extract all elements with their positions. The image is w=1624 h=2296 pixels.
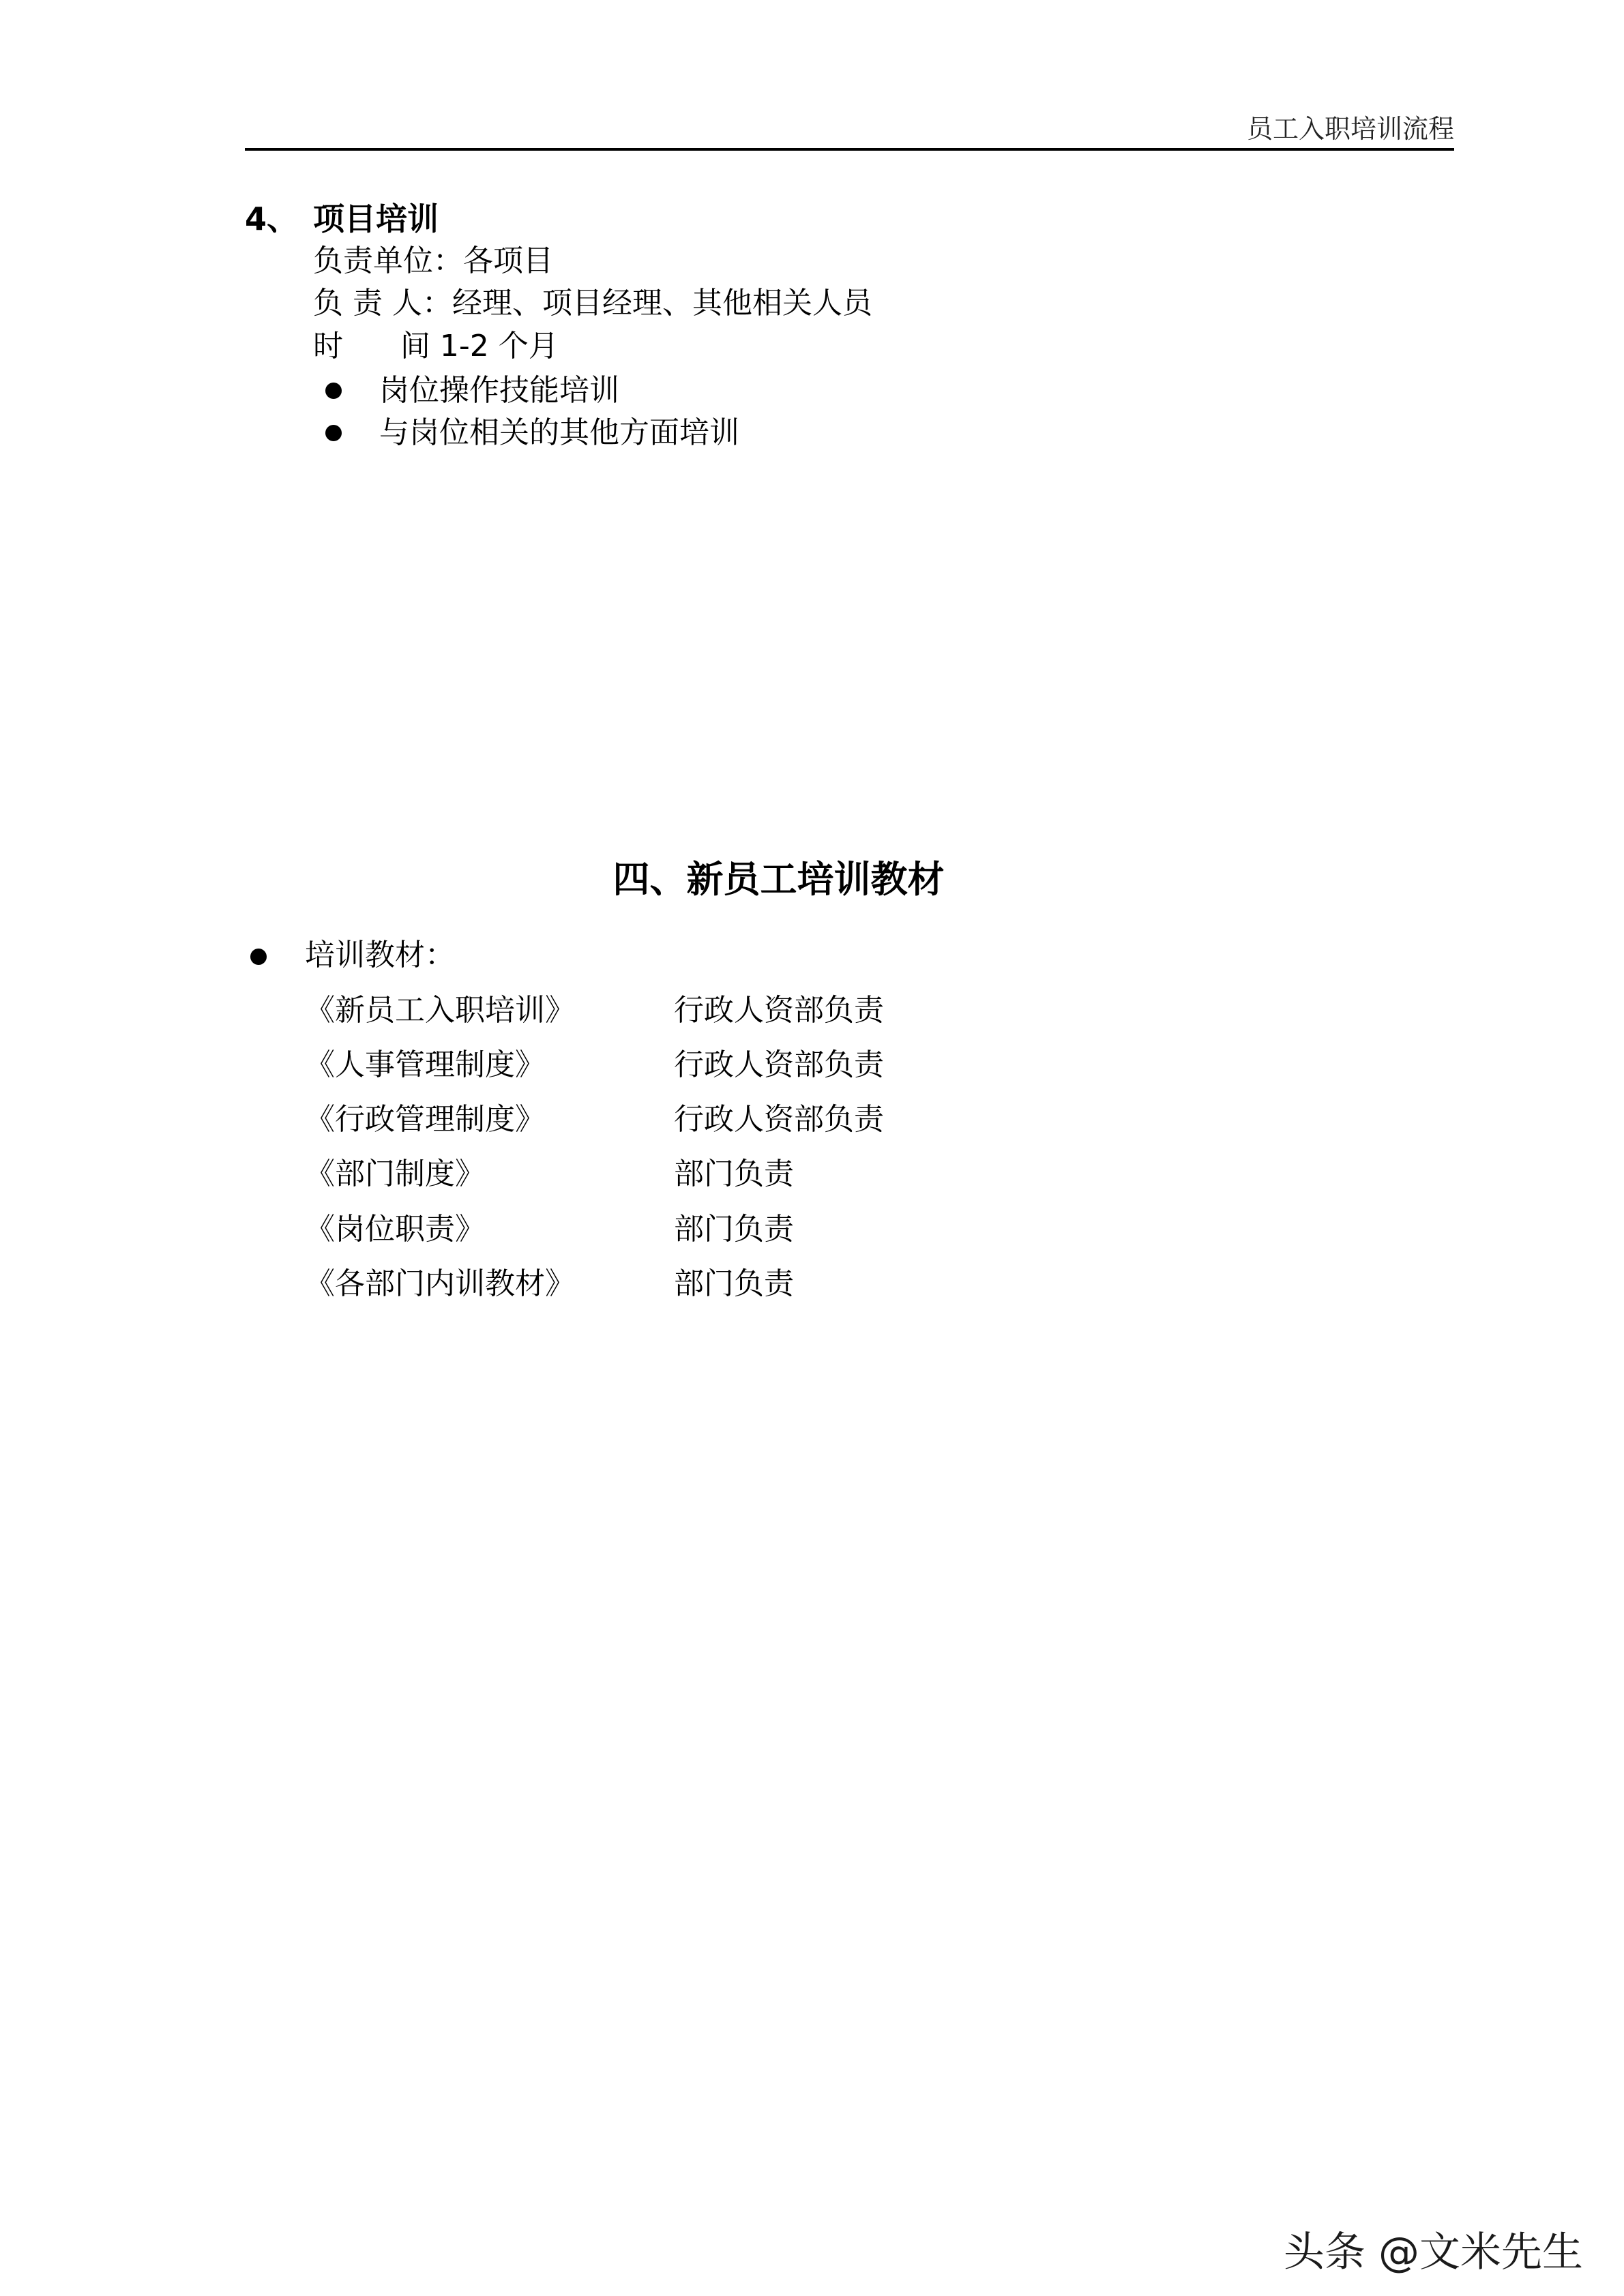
material-owner: 部门负责 <box>674 1157 794 1191</box>
bullet-item: 岗位操作技能培训 <box>379 373 619 408</box>
section-title: 项目培训 <box>313 200 439 237</box>
bullet-item: 与岗位相关的其他方面培训 <box>379 415 739 450</box>
page-header-title: 员工入职培训流程 <box>1246 114 1454 144</box>
section-heading: 四、新员工培训教材 <box>612 858 945 901</box>
responsible-unit: 负责单位：各项目 <box>313 243 553 278</box>
material-name: 《各部门内训教材》 <box>305 1266 575 1301</box>
material-name: 《岗位职责》 <box>305 1212 485 1247</box>
section-number: 4、 <box>245 200 299 237</box>
material-owner: 部门负责 <box>674 1266 794 1301</box>
bullet-dot-icon <box>325 383 342 399</box>
material-owner: 行政人资部负责 <box>674 1102 884 1137</box>
responsible-person: 负 责 人：经理、项目经理、其他相关人员 <box>313 286 872 320</box>
header-divider <box>245 148 1454 151</box>
material-name: 《人事管理制度》 <box>305 1047 545 1082</box>
material-owner: 行政人资部负责 <box>674 1047 884 1082</box>
bullet-dot-icon <box>250 949 267 965</box>
watermark-text: 头条 @文米先生 <box>1283 2228 1583 2276</box>
training-duration: 时 间 1-2 个月 <box>313 329 559 363</box>
material-owner: 行政人资部负责 <box>674 993 884 1028</box>
materials-label: 培训教材： <box>305 938 455 972</box>
bullet-dot-icon <box>325 425 342 441</box>
material-name: 《部门制度》 <box>305 1157 485 1191</box>
material-name: 《行政管理制度》 <box>305 1102 545 1137</box>
material-name: 《新员工入职培训》 <box>305 993 575 1028</box>
material-owner: 部门负责 <box>674 1212 794 1247</box>
